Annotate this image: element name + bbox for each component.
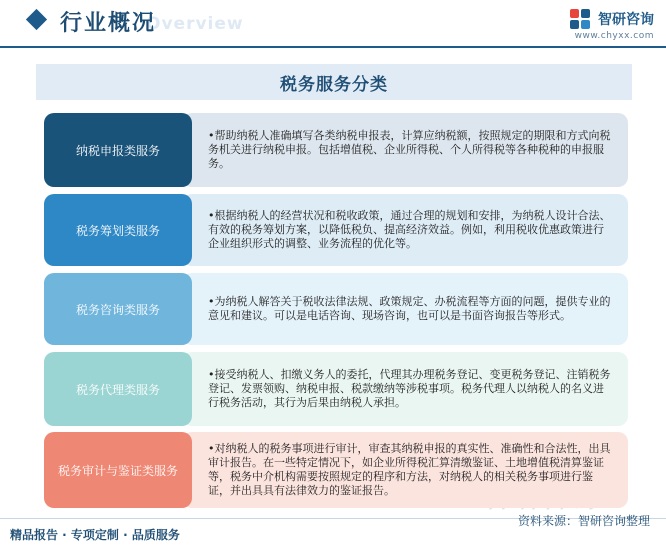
row-label: 税务筹划类服务 xyxy=(44,194,192,266)
row-label: 税务代理类服务 xyxy=(44,352,192,426)
data-source: 资料来源：智研咨询整理 xyxy=(517,514,650,528)
title-diamond-icon xyxy=(26,9,47,30)
footer-slogan: 精品报告 · 专项定制 · 品质服务 xyxy=(10,528,180,542)
row-desc xyxy=(182,273,628,345)
header-watermark: Overview xyxy=(146,14,244,34)
row-desc-text: •帮助纳税人准确填写各类纳税申报表，计算应纳税额，按照规定的期限和方式向税务机关进行纳税申报。包括增值税、企业所得税、个人所得税等各种税种的申报服务。 xyxy=(208,129,611,170)
row-desc xyxy=(182,113,628,187)
row-desc-text: •接受纳税人、扣缴义务人的委托，代理其办理税务登记、变更税务登记、注销税务登记、发票领购、纳税申报、税款缴纳等涉税事项。税务代理人以纳税人的名义进行税务活动，其行为后果由纳税人承担。 xyxy=(208,368,611,409)
section-title-bar xyxy=(36,64,632,100)
row-desc-text: •为纳税人解答关于税收法律法规、政策规定、办税流程等方面的问题，提供专业的意见和建议。可以是电话咨询、现场咨询，也可以是书面咨询报告等形式。 xyxy=(208,295,611,322)
row-desc-text: •根据纳税人的经营状况和税收政策，通过合理的规划和安排，为纳税人设计合法、有效的税务筹划方案，以降低税负、提高经济效益。例如，利用税收优惠政策进行企业组织形式的调整、业务流程的优化等。 xyxy=(208,209,611,250)
row-desc xyxy=(182,432,628,508)
row-desc xyxy=(182,194,628,266)
row-desc xyxy=(182,352,628,426)
brand-logo-icon xyxy=(570,9,590,29)
brand-name: 智研咨询 xyxy=(598,11,654,28)
page-title: 行业概况 xyxy=(60,11,157,36)
brand-url: www.chyxx.com xyxy=(574,30,654,41)
row-label: 税务审计与鉴证类服务 xyxy=(44,432,192,508)
brand xyxy=(570,8,654,41)
section-title: 税务服务分类 xyxy=(280,74,388,95)
header xyxy=(0,0,666,48)
row-label: 税务咨询类服务 xyxy=(44,273,192,345)
header-divider xyxy=(0,46,666,48)
row-desc-text: •对纳税人的税务事项进行审计，审查其纳税申报的真实性、准确性和合法性，出具审计报告。在一些特定情况下，如企业所得税汇算清缴鉴证、土地增值税清算鉴证等，税务中介机构需要按照规定的程序和方法，对纳税人的相关税务事项进行鉴证，并出具具有法律效力的鉴证报告。 xyxy=(208,442,611,497)
row-label: 纳税申报类服务 xyxy=(44,113,192,187)
